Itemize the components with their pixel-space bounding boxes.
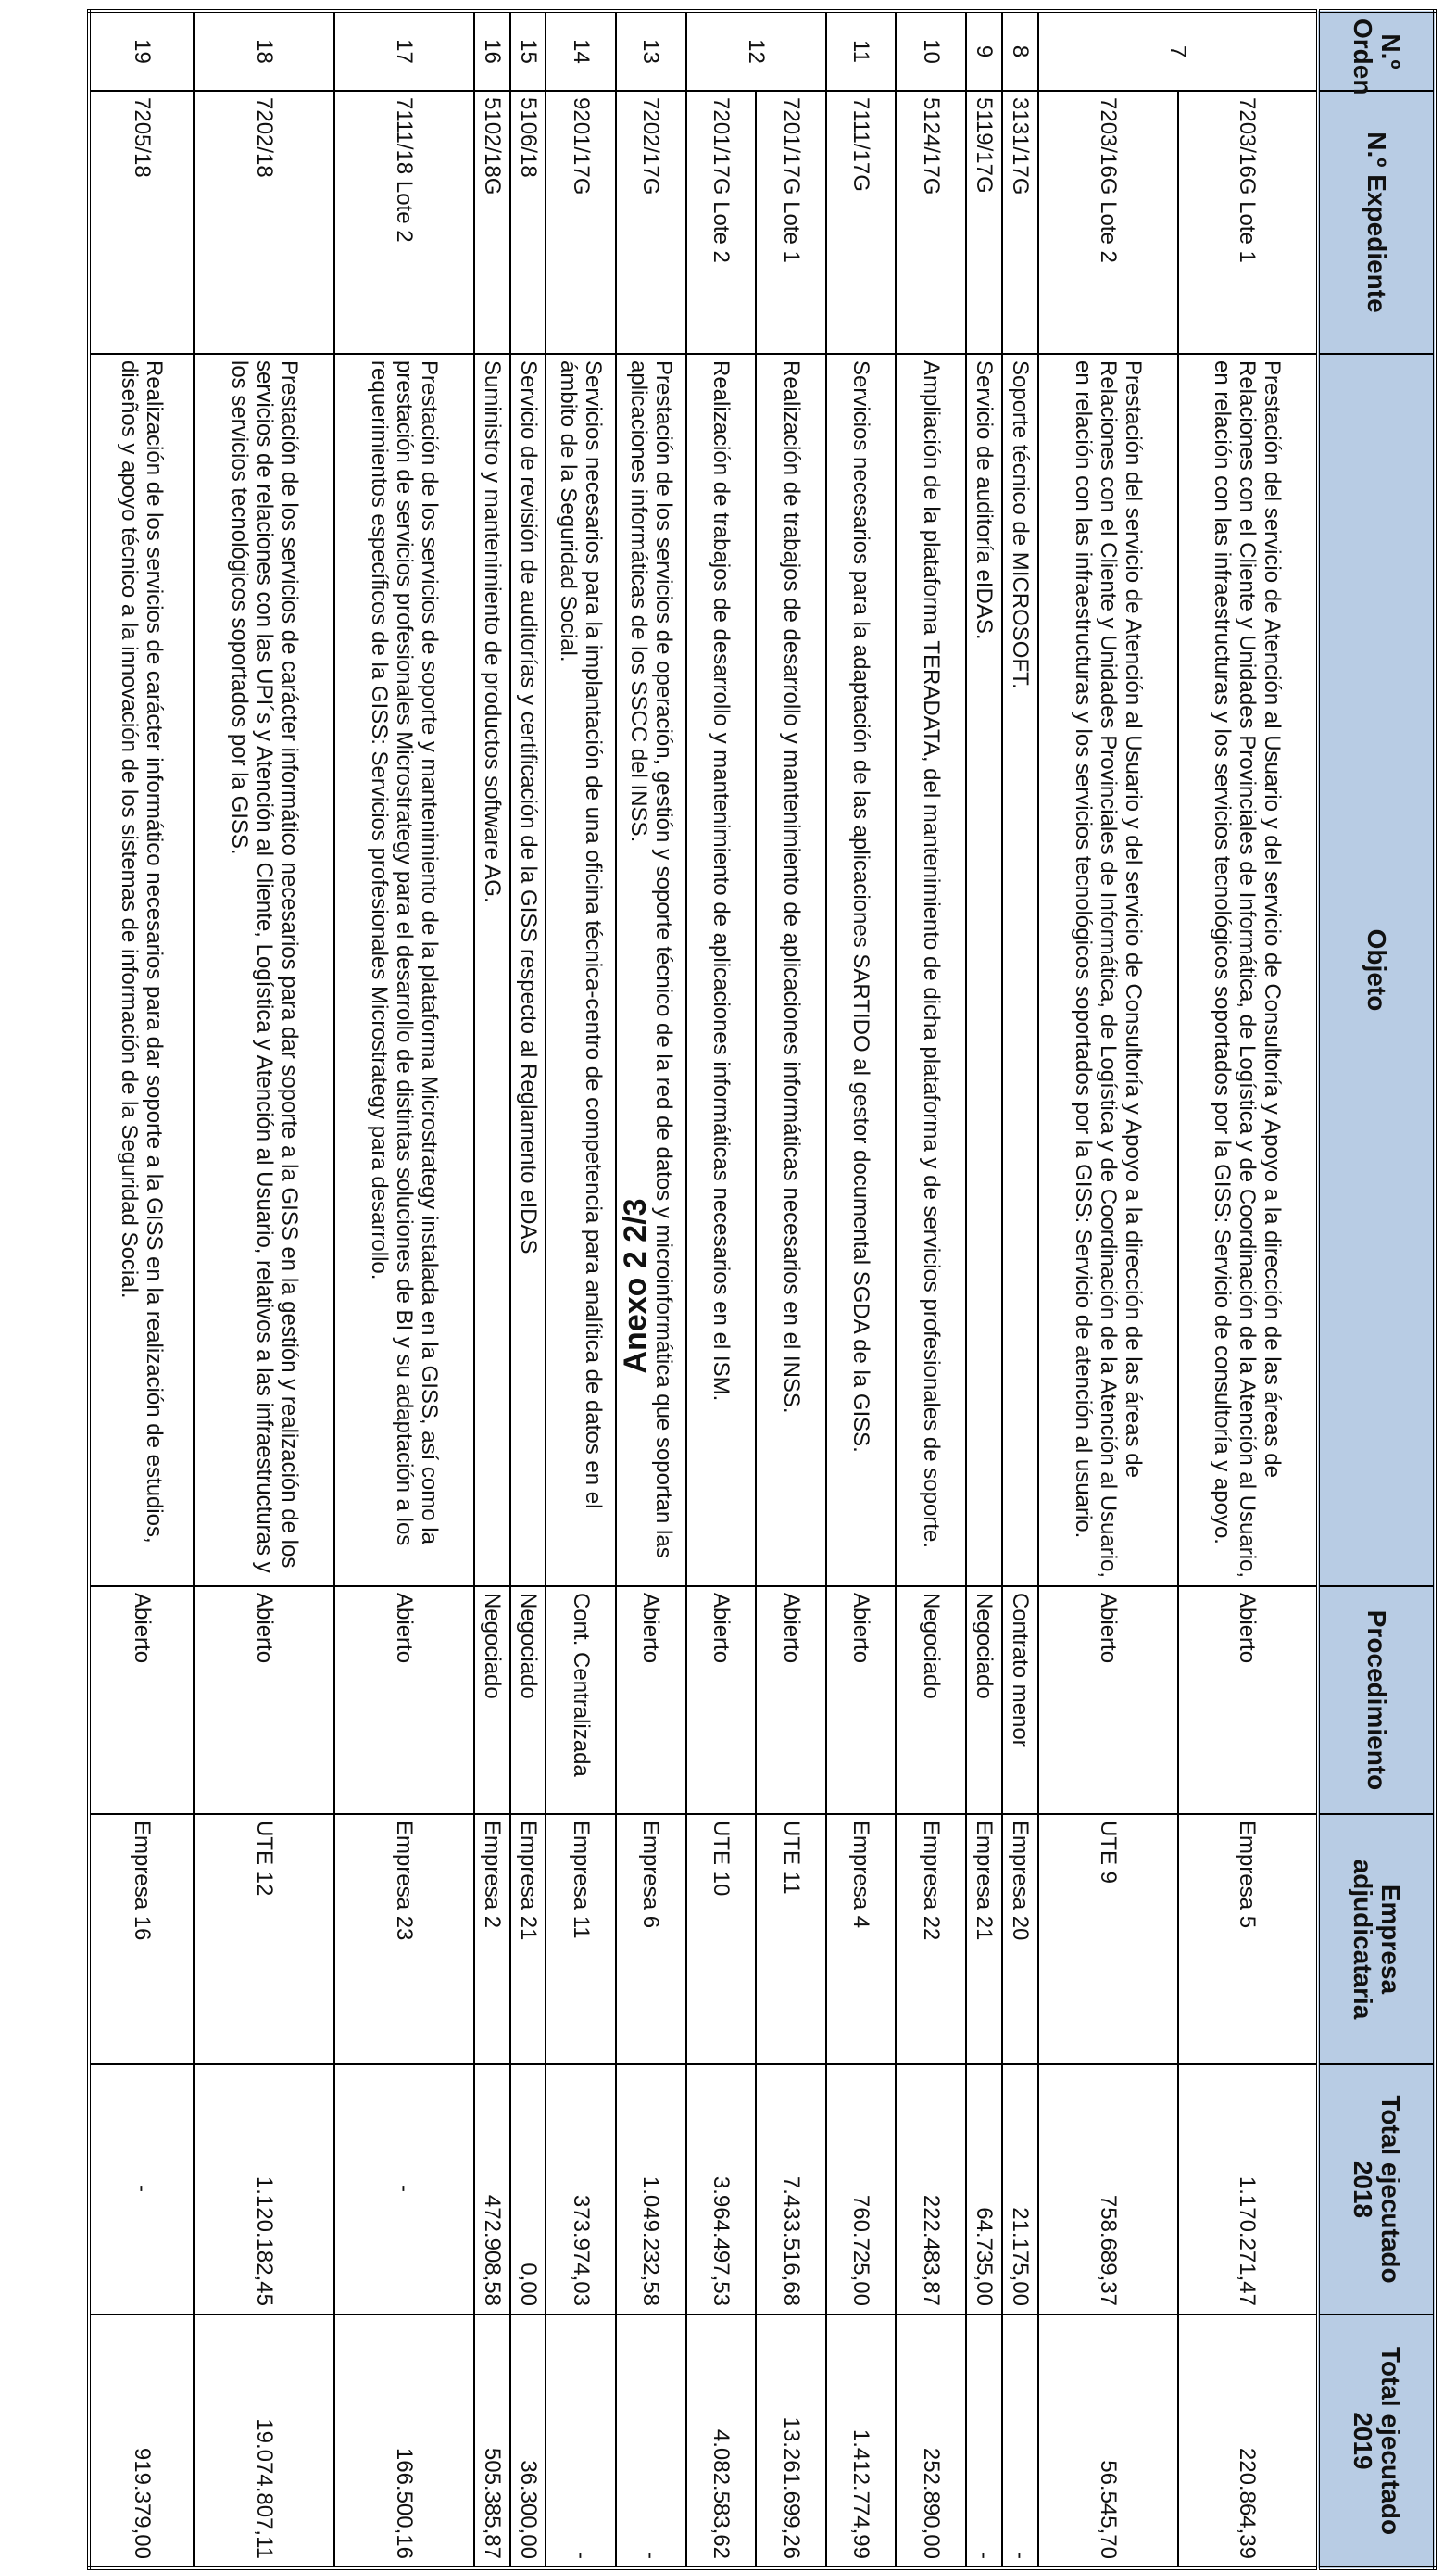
cell-procedimiento: Negociado	[510, 1586, 546, 1814]
cell-total-2018: -	[334, 2064, 474, 2314]
cell-procedimiento: Abierto	[89, 1586, 194, 1814]
cell-expediente: 7202/17G	[616, 91, 686, 354]
cell-total-2019: -	[1002, 2314, 1038, 2568]
cell-total-2018: 0,00	[510, 2064, 546, 2314]
cell-expediente: 7203/16G Lote 2	[1038, 91, 1178, 354]
cell-total-2019: 56.545,70	[1038, 2314, 1178, 2568]
contracts-table	[87, 9, 1437, 2570]
cell-empresa: UTE 11	[756, 1814, 826, 2064]
header-procedimiento: Procedimiento	[1318, 1586, 1435, 1814]
cell-procedimiento: Negociado	[474, 1586, 510, 1814]
header-total-2018: Total ejecutado 2018	[1318, 2064, 1435, 2314]
cell-objeto: Realización de trabajos de desarrollo y mantenimiento de aplicaciones informáticas necesarios en el INSS.	[756, 354, 826, 1586]
cell-procedimiento: Abierto	[756, 1586, 826, 1814]
cell-procedimiento: Abierto	[194, 1586, 333, 1814]
cell-order: 17	[334, 11, 474, 91]
cell-objeto: Prestación de los servicios de operación, gestión y soporte técnico de la red de datos y microinformática que soportan las aplicaciones informáticas de los SSCC del INSS.	[616, 354, 686, 1586]
cell-expediente: 9201/17G	[546, 91, 617, 354]
table-row	[1178, 11, 1318, 2568]
cell-total-2019: 166.500,16	[334, 2314, 474, 2568]
table-row	[966, 11, 1002, 2568]
cell-total-2019: 220.864,39	[1178, 2314, 1318, 2568]
cell-empresa: UTE 10	[686, 1814, 757, 2064]
cell-objeto: Realización de los servicios de carácter informático necesarios para dar soporte a la GISS en la realización de estudios, diseños y apoyo técnico a la innovación de los sistemas de información de la Seguridad Social.	[89, 354, 194, 1586]
cell-order: 9	[966, 11, 1002, 91]
table-row	[194, 11, 333, 2568]
cell-objeto: Soporte técnico de MICROSOFT.	[1002, 354, 1038, 1586]
cell-total-2018: -	[89, 2064, 194, 2314]
cell-total-2019: 4.082.583,62	[686, 2314, 757, 2568]
cell-empresa: Empresa 16	[89, 1814, 194, 2064]
cell-total-2019: 36.300,00	[510, 2314, 546, 2568]
cell-objeto: Ampliación de la plataforma TERADATA, del mantenimiento de dicha plataforma y de servicios profesionales de soporte.	[896, 354, 966, 1586]
cell-empresa: Empresa 6	[616, 1814, 686, 2064]
cell-expediente: 7203/16G Lote 1	[1178, 91, 1318, 354]
cell-order: 11	[826, 11, 897, 91]
cell-total-2019: -	[966, 2314, 1002, 2568]
cell-total-2018: 3.964.497,53	[686, 2064, 757, 2314]
cell-expediente: 7201/17G Lote 1	[756, 91, 826, 354]
cell-order: 15	[510, 11, 546, 91]
cell-order: 13	[616, 11, 686, 91]
cell-empresa: Empresa 23	[334, 1814, 474, 2064]
cell-empresa: UTE 9	[1038, 1814, 1178, 2064]
cell-total-2019: -	[616, 2314, 686, 2568]
cell-total-2018: 1.120.182,45	[194, 2064, 333, 2314]
cell-expediente: 3131/17G	[1002, 91, 1038, 354]
cell-objeto: Servicio de auditoría eIDAS.	[966, 354, 1002, 1586]
table-row	[1002, 11, 1038, 2568]
header-order: N.º Orden	[1318, 11, 1435, 91]
cell-total-2019: 252.890,00	[896, 2314, 966, 2568]
cell-objeto: Servicio de revisión de auditorías y certificación de la GISS respecto al Reglamento eIDAS	[510, 354, 546, 1586]
cell-objeto: Servicios necesarios para la implantación de una oficina técnica-centro de competencia para analítica de datos en el ámbito de la Seguridad Social.	[546, 354, 617, 1586]
cell-procedimiento: Negociado	[966, 1586, 1002, 1814]
cell-empresa: Empresa 4	[826, 1814, 897, 2064]
cell-order: 14	[546, 11, 617, 91]
cell-objeto: Prestación del servicio de Atención al Usuario y del servicio de Consultoría y Apoyo a la dirección de las áreas de Relaciones con el Cliente y Unidades Provinciales de Informática, de Logística y de Coordinación de la Atención al Usuario, en relación con las infraestructuras y los servicios tecnológicos soportados por la GISS: Servicio de consultoría y apoyo.	[1178, 354, 1318, 1586]
table-row	[510, 11, 546, 2568]
table-row	[89, 11, 194, 2568]
cell-objeto: Suministro y mantenimiento de productos software AG.	[474, 354, 510, 1586]
cell-empresa: Empresa 2	[474, 1814, 510, 2064]
cell-expediente: 7111/17G	[826, 91, 897, 354]
header-expediente: N.º Expediente	[1318, 91, 1435, 354]
cell-total-2018: 1.170.271,47	[1178, 2064, 1318, 2314]
cell-empresa: Empresa 11	[546, 1814, 617, 2064]
cell-expediente: 5119/17G	[966, 91, 1002, 354]
cell-total-2018: 472.908,58	[474, 2064, 510, 2314]
cell-total-2018: 373.974,03	[546, 2064, 617, 2314]
cell-empresa: Empresa 21	[510, 1814, 546, 2064]
cell-procedimiento: Abierto	[826, 1586, 897, 1814]
cell-procedimiento: Cont. Centralizada	[546, 1586, 617, 1814]
cell-total-2019: 919.379,00	[89, 2314, 194, 2568]
cell-total-2018: 1.049.232,58	[616, 2064, 686, 2314]
cell-procedimiento: Abierto	[334, 1586, 474, 1814]
table-row	[826, 11, 897, 2568]
cell-total-2019: -	[546, 2314, 617, 2568]
cell-procedimiento: Contrato menor	[1002, 1586, 1038, 1814]
cell-procedimiento: Negociado	[896, 1586, 966, 1814]
table-row	[474, 11, 510, 2568]
cell-total-2018: 222.483,87	[896, 2064, 966, 2314]
cell-procedimiento: Abierto	[686, 1586, 757, 1814]
table-row	[616, 11, 686, 2568]
cell-empresa: Empresa 20	[1002, 1814, 1038, 2064]
cell-procedimiento: Abierto	[1178, 1586, 1318, 1814]
header-objeto: Objeto	[1318, 354, 1435, 1586]
cell-expediente: 5102/18G	[474, 91, 510, 354]
table-row	[756, 11, 826, 2568]
cell-expediente: 7202/18	[194, 91, 333, 354]
cell-expediente: 5106/18	[510, 91, 546, 354]
cell-empresa: UTE 12	[194, 1814, 333, 2064]
cell-total-2018: 760.725,00	[826, 2064, 897, 2314]
table-row	[1038, 11, 1178, 2568]
cell-objeto: Realización de trabajos de desarrollo y mantenimiento de aplicaciones informáticas necesarios en el ISM.	[686, 354, 757, 1586]
page-title: Anexo 2 2/3	[618, 1198, 653, 1374]
table-row	[896, 11, 966, 2568]
header-total-2019: Total ejecutado 2019	[1318, 2314, 1435, 2568]
cell-expediente: 5124/17G	[896, 91, 966, 354]
cell-objeto: Prestación del servicio de Atención al Usuario y del servicio de Consultoría y Apoyo a la dirección de las áreas de Relaciones con el Cliente y Unidades Provinciales de Informática, de Logística y de Coordinación de la Atención al Usuario, en relación con las infraestructuras y los servicios tecnológicos soportados por la GISS: Servicio de atención al usuario.	[1038, 354, 1178, 1586]
cell-procedimiento: Abierto	[616, 1586, 686, 1814]
cell-expediente: 7201/17G Lote 2	[686, 91, 757, 354]
cell-empresa: Empresa 5	[1178, 1814, 1318, 2064]
cell-objeto: Prestación de los servicios de soporte y mantenimiento de la plataforma Microstrategy instalada en la GISS, así como la prestación de servicios profesionales Microstrategy para el desarrollo de distintas soluciones de BI y su adaptación a los requerimientos específicos de la GISS: Servicios profesionales Microstrategy para desarrollo.	[334, 354, 474, 1586]
cell-total-2018: 21.175,00	[1002, 2064, 1038, 2314]
cell-total-2019: 1.412.774,99	[826, 2314, 897, 2568]
cell-empresa: Empresa 21	[966, 1814, 1002, 2064]
cell-procedimiento: Abierto	[1038, 1586, 1178, 1814]
cell-order: 12	[686, 11, 826, 91]
cell-total-2019: 505.385,87	[474, 2314, 510, 2568]
table-header-row	[1318, 11, 1435, 2568]
cell-order: 10	[896, 11, 966, 91]
table-row	[546, 11, 617, 2568]
contracts-table-frame	[87, 9, 1437, 2566]
cell-empresa: Empresa 22	[896, 1814, 966, 2064]
cell-total-2018: 7.433.516,68	[756, 2064, 826, 2314]
cell-objeto: Prestación de los servicios de carácter informático necesarios para dar soporte a la GISS en la gestión y realización de los servicios de relaciones con las UPI´s y Atención al Cliente, Logística y Atención al Usuario, relativos a las infraestructuras y los servicios tecnológicos soportados por la GISS.	[194, 354, 333, 1586]
cell-total-2018: 64.735,00	[966, 2064, 1002, 2314]
table-row	[686, 11, 757, 2568]
cell-total-2019: 19.074.807,11	[194, 2314, 333, 2568]
cell-expediente: 7111/18 Lote 2	[334, 91, 474, 354]
cell-expediente: 7205/18	[89, 91, 194, 354]
cell-order: 18	[194, 11, 333, 91]
cell-order: 8	[1002, 11, 1038, 91]
table-row	[334, 11, 474, 2568]
cell-total-2018: 758.689,37	[1038, 2064, 1178, 2314]
cell-order: 19	[89, 11, 194, 91]
cell-total-2019: 13.261.699,26	[756, 2314, 826, 2568]
cell-order: 7	[1038, 11, 1318, 91]
header-empresa: Empresa adjudicataria	[1318, 1814, 1435, 2064]
cell-order: 16	[474, 11, 510, 91]
cell-objeto: Servicios necesarios para la adaptación de las aplicaciones SARTIDO al gestor documental SGDA de la GISS.	[826, 354, 897, 1586]
